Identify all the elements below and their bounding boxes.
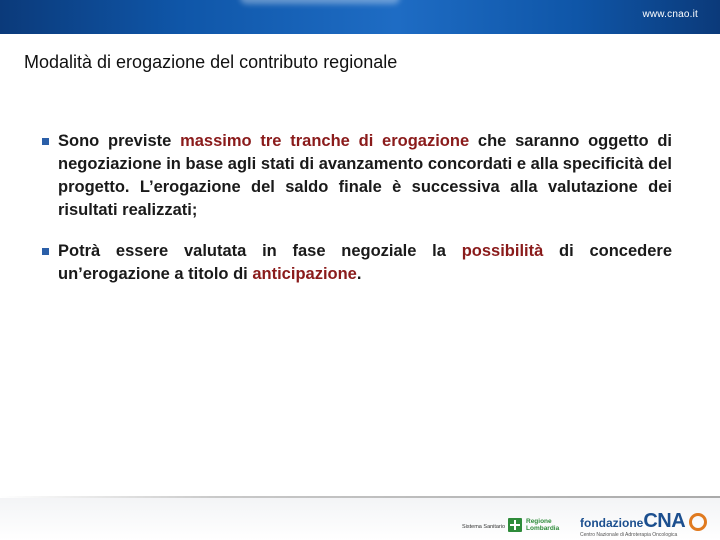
cnao-wordmark xyxy=(580,510,685,533)
bullet-1-highlight-1: massimo tre tranche di erogazione xyxy=(180,132,470,150)
bullet-2-text-1: Potrà essere valutata in fase negoziale la xyxy=(58,242,462,260)
header-band xyxy=(0,0,720,34)
bullet-item-2 xyxy=(40,240,672,286)
slide-title: Modalità di erogazione del contributo regionale xyxy=(24,52,398,72)
bullet-2-highlight-1: possibilità xyxy=(461,242,544,260)
slide-content xyxy=(40,130,672,304)
regione-name-line-2: Lombardia xyxy=(526,525,560,532)
bullet-1-text-1: Sono previste xyxy=(58,132,181,150)
cnao-ring-icon xyxy=(689,513,707,531)
header-url[interactable]: www.cnao.it xyxy=(642,9,698,20)
bullet-square-icon xyxy=(42,138,49,145)
header-band-shine xyxy=(240,0,400,4)
bullet-item-1 xyxy=(40,130,672,222)
regione-name-line-1: Regione xyxy=(526,518,552,525)
cnao-tagline: Centro Nazionale di Adroterapia Oncologica xyxy=(580,532,678,538)
bullet-2-highlight-2: anticipazione xyxy=(252,265,357,283)
regione-rose-icon xyxy=(508,518,522,532)
regione-name xyxy=(526,518,559,532)
fondazione-cnao-logo xyxy=(580,508,720,540)
cnao-prefix: fondazione xyxy=(580,516,644,530)
footer-divider xyxy=(0,496,720,498)
cnao-name: CNA xyxy=(643,510,686,532)
bullet-1-text-2: che saranno oggetto di negoziazione in base agli stati di avanzamento concordati e alla specificità del progetto. L’erogazione del saldo finale è successiva alla valutazione dei risultati realizzati; xyxy=(58,132,672,219)
bullet-square-icon xyxy=(42,248,49,255)
bullet-2-text-2: di concedere un’erogazione a titolo di xyxy=(58,242,673,283)
regione-small-text: Sistema Sanitario xyxy=(462,524,506,530)
bullet-2-text-3: . xyxy=(356,265,362,283)
